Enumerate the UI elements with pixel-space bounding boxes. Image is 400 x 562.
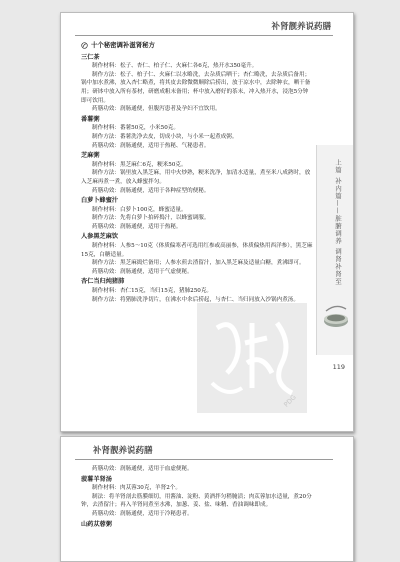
recipe-paragraph: 药膳功效：润肠通便，适用于各种症型的便秘。 [92,187,210,194]
recipe-paragraph: 制作方法：锅里放入黑芝麻，用中火炒熟，粳米洗净，加清水适量，煮至米八成熟时，放入芝麻再煮一煮，放入蜂蜜拌匀。 [81,170,311,185]
recipe-paragraph: 制作材料：杏仁15克，当归15克，猪肺250克。 [92,288,213,295]
recipe-title: 三仁茶 [81,53,100,61]
recipe-title: 芝麻粥 [81,152,100,160]
page-content [81,41,313,304]
recipe-paragraph: 药膳功效：润肠通便，适用于热秘。 [92,223,182,230]
recipe-paragraph: 制作材料：松子、杏仁、柏子仁、火麻仁各6克，热开水350毫升。 [92,63,258,70]
recipe-paragraph: 制作方法：先将白萝卜拍碎捣汁，以蜂蜜调服。 [92,215,210,222]
recipe-title: 人参黑芝麻饮 [81,233,119,241]
section-title [81,41,313,50]
recipe-paragraph: 制法：将羊肾剖去筋膜细切，用酱油、淀粉、黄酒拌匀稍腌渍；肉苁蓉加水适量，煮20分钟，去渣留汁；再入羊肾同煮至水沸，加葱、姜、盐、味精、香油调味即成。 [81,493,312,509]
recipe-paragraph: 制作材料：黑芝麻仁6克，粳米50克。 [92,161,187,168]
recipe-title: 菠薯羊肾汤 [81,475,112,483]
recipe-paragraph: 制作方法：将猪肺洗净切片，在沸水中汆后捞起，与杏仁、当归同放入沙锅内煮汤。 [92,296,299,303]
recipe-list [81,54,313,305]
recipe-paragraph: 药膳功效：润肠通便，但腹泻患者及孕妇不宜饮用。 [92,106,221,113]
recipe-title: 番薯粥 [81,115,100,123]
recipe-title: 山药苁蓉粥 [81,520,112,528]
recipe-paragraph: 制作材料：番薯50克，小米50克。 [92,125,179,132]
section-title-text: 十个秘密调补滋肾秘方 [91,41,155,49]
recipe-paragraph: 制作材料：肉苁蓉30克，羊肾2个。 [92,485,181,492]
leaf-icon [81,42,88,49]
recipe-paragraph: 制作方法：黑芝麻捣烂备用；人参水煎去渣留汁，加入黑芝麻及适量白糖，煮沸即可。 [92,260,305,267]
book-page-upper [60,12,354,432]
header-title: 补肾靓养说药膳 [93,446,153,456]
watermark-label: PDG [282,393,298,409]
recipe-paragraph: 制作方法：番薯洗净去皮，切成小块，与小米一起煮成粥。 [92,133,238,140]
book-page-lower [60,436,354,562]
recipe-paragraph: 药膳功效：润肠通便，适用于冷秘患者。 [92,510,193,517]
recipe-paragraph: 药膳功效：润肠通便，适用于血虚便秘。 [92,466,193,472]
page-header [75,19,333,36]
recipe-title: 白萝卜蜂蜜汁 [81,197,119,205]
recipe-paragraph: 药膳功效：润肠通便，适用于热秘、气秘患者。 [92,142,210,149]
side-chapter-label: 上篇 补内篇——脏腑调养 调肾补肾至 [334,159,342,286]
header-title: 补肾靓养说药膳 [271,22,331,32]
recipe-paragraph: 制作材料：人参5～10克（体质偏寒者可选用红参或高丽参，体质偏热用西洋参），黑芝麻15克，白糖适量。 [81,243,313,258]
page-content [81,465,313,529]
recipe-paragraph: 药膳功效：润肠通便，适用于气虚便秘。 [92,268,193,275]
bowl-image [322,295,350,335]
page-number: 119 [332,363,345,371]
recipe-title: 杏仁当归炖猪肺 [81,278,125,286]
recipe-paragraph: 制作材料：白萝卜100克，蜂蜜适量。 [92,206,187,213]
recipe-paragraph: 制作方法：松子、柏子仁、火麻仁以水略洗，去杂质后晒干；杏仁略洗，去杂质后备用；锅中加水煮沸，放入杏仁略煮，将其皮去除微微顺除后捞出，放于凉水中，去除种衣，晒干备用；研钵中放入所有茶材，研磨成粗末备用；杯中放入磨好的茶末，冲入热开水，浸泡5分钟即可饮用。 [81,71,311,104]
page-header [75,443,333,460]
